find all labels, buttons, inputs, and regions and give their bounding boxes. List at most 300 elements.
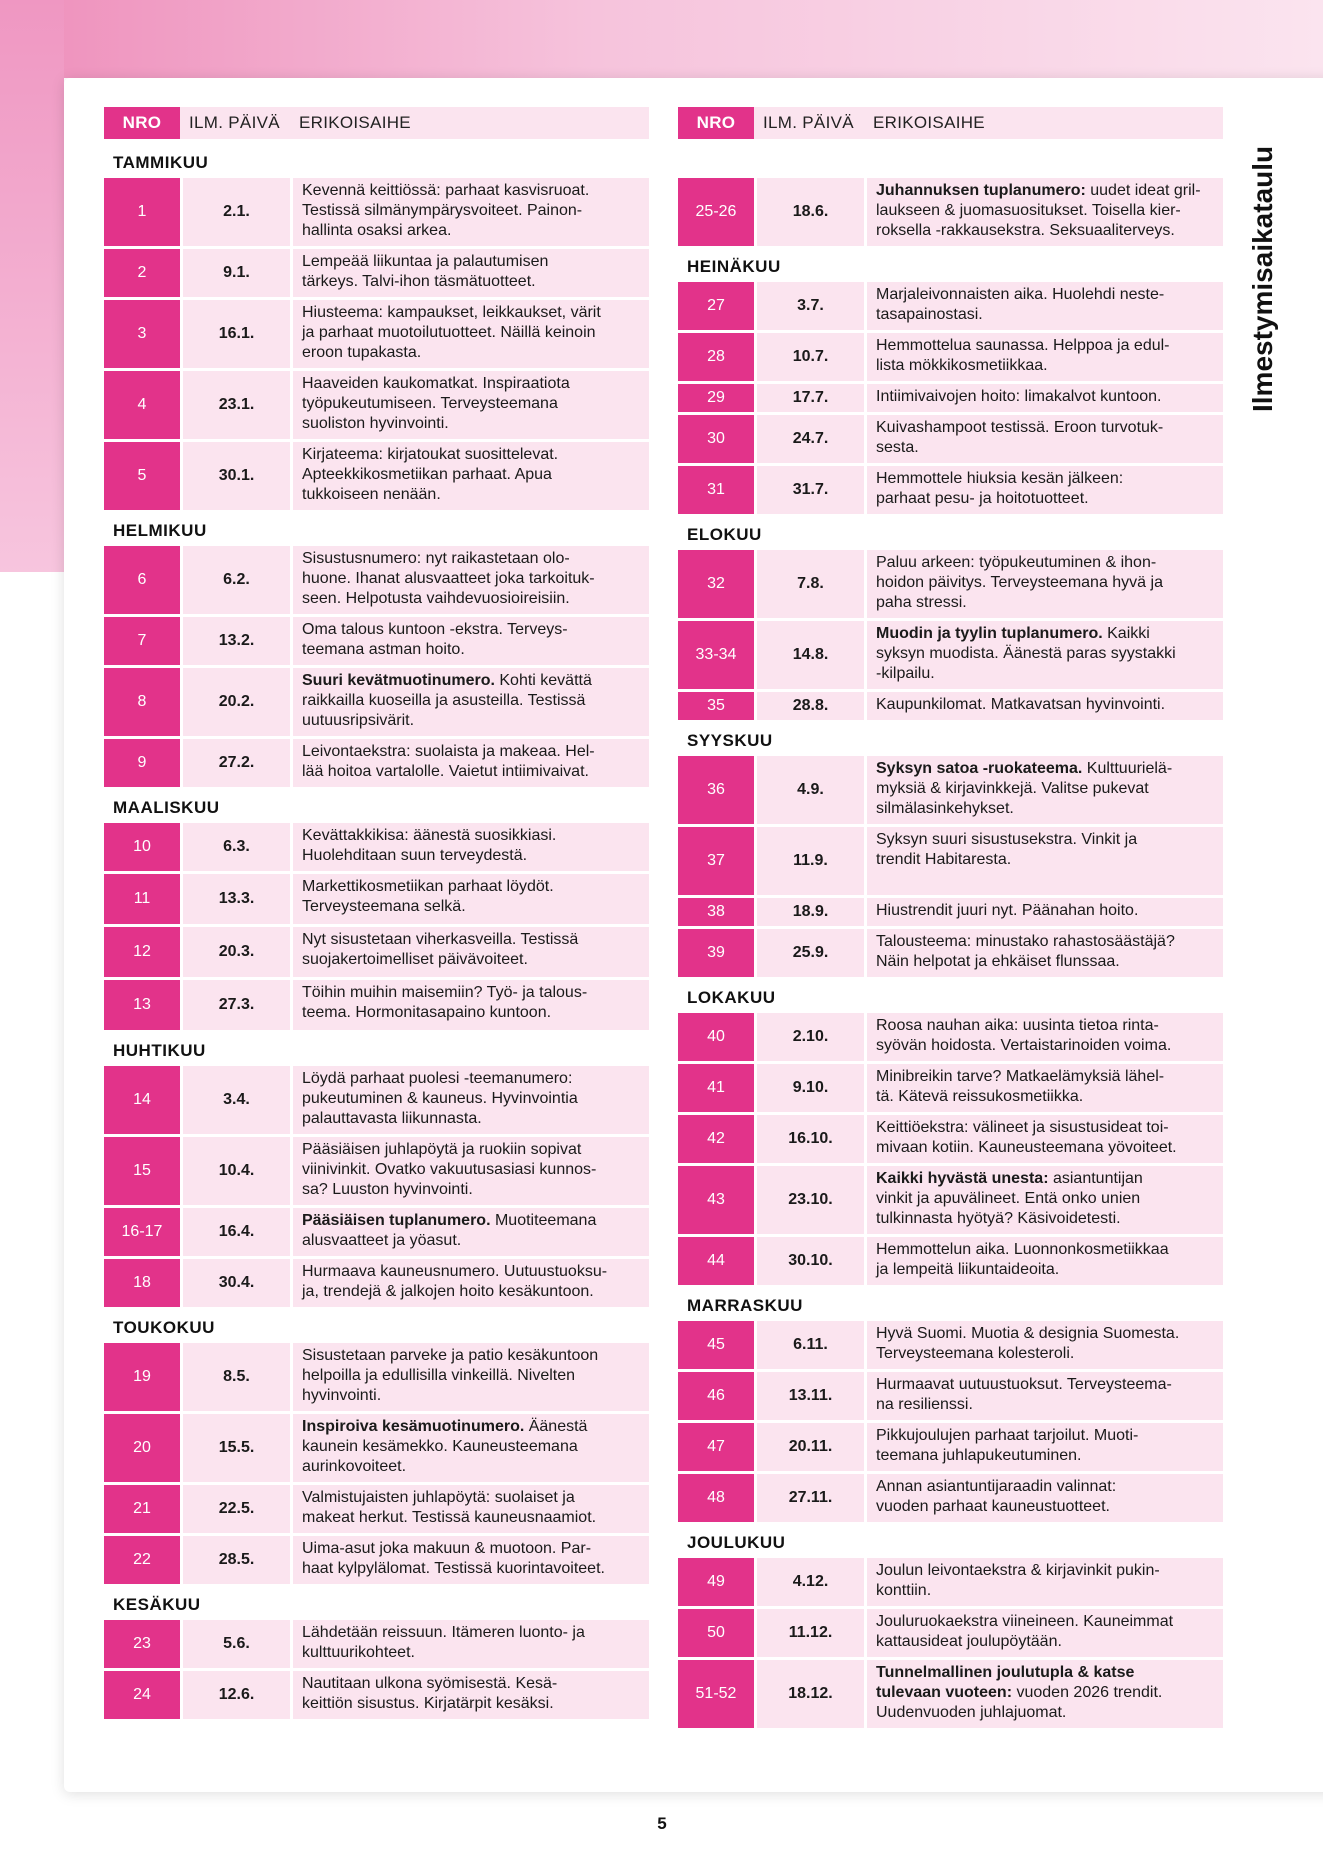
topic-line xyxy=(302,1109,578,1129)
issue-number: 9 xyxy=(104,739,180,787)
table-row xyxy=(678,1166,1223,1234)
topic-line xyxy=(302,589,595,609)
issue-topic xyxy=(867,1166,1223,1234)
issue-number: 32 xyxy=(678,550,754,618)
topic-line-text: Talousteema: minustako rahastosäästäjä? xyxy=(876,933,1175,950)
table-row xyxy=(678,756,1223,824)
issue-topic xyxy=(293,1620,649,1668)
issue-date: 16.1. xyxy=(183,300,290,368)
issue-number: 28 xyxy=(678,333,754,381)
topic-line xyxy=(302,1089,578,1109)
topic-line-text: Leivontaekstra: suolaista ja makeaa. Hel- xyxy=(302,743,595,760)
topic-line-text: seen. Helpotusta vaihdevuosioireisiin. xyxy=(302,590,570,607)
issue-topic xyxy=(293,927,649,977)
schedule-column-right xyxy=(678,107,1223,1731)
side-title: Ilmestymisaikataulu xyxy=(1247,145,1278,412)
topic-line-text: sa? Luuston hyvinvointi. xyxy=(302,1181,473,1198)
table-row xyxy=(678,898,1223,926)
table-row xyxy=(678,282,1223,330)
topic-line xyxy=(876,1067,1164,1087)
topic-line-text: Sisustusnumero: nyt raikastetaan olo- xyxy=(302,550,570,567)
issue-number: 29 xyxy=(678,384,754,412)
issue-topic xyxy=(867,621,1223,689)
topic-line-text: tasapainostasi. xyxy=(876,306,983,323)
issue-number: 51-52 xyxy=(678,1660,754,1728)
topic-line xyxy=(876,1703,1162,1723)
issue-topic xyxy=(867,827,1223,895)
topic-line-text: Hurmaava kauneusnumero. Uutuustuoksu- xyxy=(302,1263,608,1280)
topic-line-text: Lempeää liikuntaa ja palautumisen xyxy=(302,253,549,270)
topic-line xyxy=(876,553,1163,573)
table-row xyxy=(678,929,1223,977)
issue-date: 4.9. xyxy=(757,756,864,824)
header-nro: NRO xyxy=(678,107,754,139)
topic-line xyxy=(302,691,592,711)
topic-text xyxy=(876,1663,1162,1723)
topic-text xyxy=(876,418,1163,458)
topic-text xyxy=(876,932,1175,972)
topic-emphasis: Juhannuksen tuplanumero: xyxy=(876,182,1086,199)
topic-line-text: paha stressi. xyxy=(876,594,967,611)
topic-emphasis: Suuri kevätmuotinumero. xyxy=(302,672,495,689)
topic-text xyxy=(302,1140,596,1200)
topic-line xyxy=(302,181,589,201)
topic-line xyxy=(302,394,570,414)
topic-line-text: Muotiteemana xyxy=(490,1212,597,1229)
topic-line-text: Hyvä Suomi. Muotia & designia Suomesta. xyxy=(876,1325,1180,1342)
topic-text xyxy=(302,252,548,292)
topic-text xyxy=(302,620,568,660)
issue-topic xyxy=(293,546,649,614)
topic-line-text: Apteekkikosmetiikan parhaat. Apua xyxy=(302,466,552,483)
topic-line-text: tukkoiseen nenään. xyxy=(302,486,441,503)
issue-number: 40 xyxy=(678,1013,754,1061)
issue-topic xyxy=(293,1536,649,1584)
header-date: ILM. PÄIVÄ xyxy=(189,113,280,132)
issue-topic xyxy=(867,384,1223,412)
issue-topic xyxy=(867,1660,1223,1728)
table-row xyxy=(678,1321,1223,1369)
topic-line-text: Valmistujaisten juhlapöytä: suolaiset ja xyxy=(302,1489,575,1506)
issue-date: 18.6. xyxy=(757,178,864,246)
table-row xyxy=(678,466,1223,514)
topic-text xyxy=(302,983,587,1023)
table-row xyxy=(104,1536,649,1584)
topic-line-text: Äänestä xyxy=(524,1418,588,1435)
topic-line xyxy=(302,930,578,950)
issue-date: 30.10. xyxy=(757,1237,864,1285)
topic-line-text: Kevennä keittiössä: parhaat kasvisruoat. xyxy=(302,182,590,199)
topic-line xyxy=(302,343,601,363)
issue-date: 28.5. xyxy=(183,1536,290,1584)
month-heading: LOKAKUU xyxy=(687,988,776,1007)
topic-line xyxy=(876,1324,1179,1344)
topic-line xyxy=(876,1581,1160,1601)
issue-topic xyxy=(867,1013,1223,1061)
topic-line-text: vuoden 2026 trendit. xyxy=(1012,1684,1163,1701)
topic-line-text: Hurmaavat uutuustuoksut. Terveysteema- xyxy=(876,1376,1172,1393)
topic-line xyxy=(302,620,568,640)
topic-line xyxy=(876,759,1172,779)
topic-line xyxy=(302,1417,587,1437)
issue-topic xyxy=(867,550,1223,618)
topic-line-text: hoidon päivitys. Terveysteemana hyvä ja xyxy=(876,574,1163,591)
topic-text xyxy=(876,553,1163,613)
issue-topic xyxy=(867,1064,1223,1112)
topic-emphasis: Pääsiäisen tuplanumero. xyxy=(302,1212,491,1229)
issue-number: 2 xyxy=(104,249,180,297)
topic-text xyxy=(876,285,1164,325)
table-header xyxy=(678,107,1223,139)
topic-line xyxy=(876,830,1137,850)
table-row xyxy=(678,1423,1223,1471)
topic-text xyxy=(302,1346,598,1406)
topic-line xyxy=(876,624,1176,644)
topic-line-text: Huolehditaan suun terveydestä. xyxy=(302,847,528,864)
issue-number: 42 xyxy=(678,1115,754,1163)
topic-line xyxy=(876,1395,1172,1415)
issue-topic xyxy=(867,466,1223,514)
topic-line xyxy=(302,1211,596,1231)
issue-date: 27.11. xyxy=(757,1474,864,1522)
topic-line-text: haat kylpylälomat. Testissä kuorintavoiteet. xyxy=(302,1560,605,1577)
issue-number: 37 xyxy=(678,827,754,895)
table-row xyxy=(104,617,649,665)
topic-line-text: työpukeutumiseen. Terveysteemana xyxy=(302,395,558,412)
topic-text xyxy=(876,695,1165,715)
topic-line-text: alusvaatteet ja yöasut. xyxy=(302,1232,462,1249)
topic-line-text: Löydä parhaat puolesi -teemanumero: xyxy=(302,1070,573,1087)
header-date: ILM. PÄIVÄ xyxy=(763,113,854,132)
topic-line xyxy=(876,1446,1138,1466)
issue-number: 23 xyxy=(104,1620,180,1668)
table-row xyxy=(104,1208,649,1256)
topic-text xyxy=(876,1477,1116,1517)
issue-date: 27.2. xyxy=(183,739,290,787)
topic-text xyxy=(302,1488,596,1528)
table-row xyxy=(678,178,1223,246)
topic-line xyxy=(876,1118,1177,1138)
topic-line xyxy=(876,305,1164,325)
issue-number: 38 xyxy=(678,898,754,926)
table-row xyxy=(678,1558,1223,1606)
topic-line xyxy=(302,711,592,731)
issue-date: 24.7. xyxy=(757,415,864,463)
topic-line-text: Uudenvuoden juhlajuomat. xyxy=(876,1704,1067,1721)
topic-line xyxy=(876,1426,1138,1446)
topic-line xyxy=(302,950,578,970)
topic-text xyxy=(302,1539,605,1579)
topic-line-text: teemana astman hoito. xyxy=(302,641,465,658)
topic-line-text: pukeutuminen & kauneus. Hyvinvointia xyxy=(302,1090,578,1107)
topic-text xyxy=(876,1375,1172,1415)
topic-line xyxy=(302,1346,598,1366)
issue-number: 24 xyxy=(104,1671,180,1719)
schedule-body xyxy=(678,145,1223,1728)
topic-text xyxy=(302,445,558,505)
table-row xyxy=(104,1414,649,1482)
issue-date: 20.3. xyxy=(183,927,290,977)
topic-emphasis: Muodin ja tyylin tuplanumero. xyxy=(876,625,1103,642)
topic-line xyxy=(876,438,1163,458)
issue-number: 25-26 xyxy=(678,178,754,246)
issue-number: 49 xyxy=(678,1558,754,1606)
issue-number: 16-17 xyxy=(104,1208,180,1256)
topic-text xyxy=(876,1118,1177,1158)
table-row xyxy=(104,874,649,924)
topic-line-text: kulttuurikohteet. xyxy=(302,1644,415,1661)
page-number: 5 xyxy=(657,1814,667,1833)
topic-line xyxy=(876,664,1176,684)
topic-line-text: Paluu arkeen: työpukeutuminen & ihon- xyxy=(876,554,1157,571)
topic-line xyxy=(302,445,558,465)
topic-line xyxy=(876,469,1123,489)
topic-line-text: trendit Habitaresta. xyxy=(876,851,1012,868)
topic-line-text: hyvinvointi. xyxy=(302,1387,382,1404)
issue-number: 47 xyxy=(678,1423,754,1471)
issue-topic xyxy=(293,1485,649,1533)
header-topic: ERIKOISAIHE xyxy=(873,113,985,132)
topic-text xyxy=(876,1324,1179,1364)
month-heading: TAMMIKUU xyxy=(113,153,209,172)
topic-line xyxy=(876,1189,1143,1209)
topic-line xyxy=(876,932,1175,952)
topic-line-text: makeat herkut. Testissä kauneusnaamiot. xyxy=(302,1509,597,1526)
table-row xyxy=(678,692,1223,720)
topic-line xyxy=(302,640,568,660)
topic-line-text: -kilpailu. xyxy=(876,665,935,682)
topic-line xyxy=(876,285,1164,305)
topic-line-text: Kuivashampoot testissä. Eroon turvotuk- xyxy=(876,419,1164,436)
issue-number: 46 xyxy=(678,1372,754,1420)
topic-line-text: raikkailla kuoseilla ja asusteilla. Testissä xyxy=(302,692,586,709)
topic-line xyxy=(876,1375,1172,1395)
topic-line-text: sesta. xyxy=(876,439,919,456)
topic-text xyxy=(302,303,601,363)
topic-line-text: na resilienssi. xyxy=(876,1396,973,1413)
topic-text xyxy=(876,1612,1173,1652)
header-topic: ERIKOISAIHE xyxy=(299,113,411,132)
issue-topic xyxy=(293,1066,649,1134)
issue-topic xyxy=(293,1671,649,1719)
table-row xyxy=(104,1620,649,1668)
topic-line xyxy=(876,356,1170,376)
topic-line-text: ja, trendejä & jalkojen hoito kesäkuntoon. xyxy=(302,1283,594,1300)
topic-line xyxy=(302,1140,596,1160)
topic-line xyxy=(876,1087,1164,1107)
issue-topic xyxy=(867,178,1223,246)
topic-line-text: Intiimivaivojen hoito: limakalvot kuntoon. xyxy=(876,388,1162,405)
issue-date: 2.10. xyxy=(757,1013,864,1061)
topic-line-text: kaunein kesämekko. Kauneusteemana xyxy=(302,1438,578,1455)
topic-line xyxy=(876,1683,1162,1703)
issue-date: 5.6. xyxy=(183,1620,290,1668)
topic-line xyxy=(302,303,601,323)
topic-line-text: Pääsiäisen juhlapöytä ja ruokiin sopivat xyxy=(302,1141,582,1158)
issue-topic xyxy=(293,668,649,736)
topic-line xyxy=(302,742,595,762)
topic-line xyxy=(876,779,1172,799)
issue-number: 30 xyxy=(678,415,754,463)
topic-line xyxy=(876,573,1163,593)
topic-line xyxy=(876,1036,1171,1056)
topic-line xyxy=(302,323,601,343)
month-heading: ELOKUU xyxy=(687,525,762,544)
issue-date: 10.7. xyxy=(757,333,864,381)
table-row xyxy=(104,300,649,368)
issue-topic xyxy=(867,692,1223,720)
issue-date: 6.3. xyxy=(183,823,290,871)
topic-line-text: Terveysteemana kolesteroli. xyxy=(876,1345,1075,1362)
issue-date: 7.8. xyxy=(757,550,864,618)
table-row xyxy=(104,823,649,871)
issue-number: 43 xyxy=(678,1166,754,1234)
topic-line-text: Kohti kevättä xyxy=(494,672,592,689)
topic-line xyxy=(302,252,548,272)
issue-number: 44 xyxy=(678,1237,754,1285)
topic-line-text: Syksyn suuri sisustusekstra. Vinkit ja xyxy=(876,831,1138,848)
topic-line xyxy=(876,181,1201,201)
topic-line-text: Nautitaan ulkona syömisestä. Kesä- xyxy=(302,1675,558,1692)
topic-line xyxy=(876,1344,1179,1364)
topic-line-text: vuoden parhaat kauneustuotteet. xyxy=(876,1498,1110,1515)
issue-number: 12 xyxy=(104,927,180,977)
topic-line xyxy=(876,593,1163,613)
top-pink-band xyxy=(0,0,1323,78)
topic-line-text: Kirjateema: kirjatoukat suosittelevat. xyxy=(302,446,559,463)
topic-line xyxy=(302,414,570,434)
issue-number: 1 xyxy=(104,178,180,246)
topic-line xyxy=(876,1561,1160,1581)
issue-number: 50 xyxy=(678,1609,754,1657)
topic-line-text: vinkit ja apuvälineet. Entä onko unien xyxy=(876,1190,1141,1207)
issue-number: 20 xyxy=(104,1414,180,1482)
issue-number: 48 xyxy=(678,1474,754,1522)
topic-line xyxy=(876,1260,1169,1280)
topic-line xyxy=(302,1488,596,1508)
topic-line-text: Annan asiantuntijaraadin valinnat: xyxy=(876,1478,1117,1495)
topic-line xyxy=(302,1623,585,1643)
table-row xyxy=(104,1343,649,1411)
topic-text xyxy=(876,1240,1169,1280)
header-nro: NRO xyxy=(104,107,180,139)
issue-date: 18.12. xyxy=(757,1660,864,1728)
topic-line xyxy=(302,671,592,691)
issue-number: 22 xyxy=(104,1536,180,1584)
table-row xyxy=(678,333,1223,381)
topic-line xyxy=(302,1160,596,1180)
topic-line xyxy=(302,1231,596,1251)
issue-date: 3.4. xyxy=(183,1066,290,1134)
issue-topic xyxy=(293,1343,649,1411)
issue-number: 10 xyxy=(104,823,180,871)
topic-line xyxy=(876,695,1165,715)
topic-line-text: Haaveiden kaukomatkat. Inspiraatiota xyxy=(302,375,570,392)
issue-number: 31 xyxy=(678,466,754,514)
topic-line xyxy=(302,201,589,221)
topic-line-text: teema. Hormonitasapaino kuntoon. xyxy=(302,1004,552,1021)
topic-line-text: tärkeys. Talvi-ihon täsmätuotteet. xyxy=(302,273,536,290)
topic-line xyxy=(876,1632,1173,1652)
topic-emphasis: Kaikki hyvästä unesta: xyxy=(876,1170,1049,1187)
issue-date: 13.11. xyxy=(757,1372,864,1420)
issue-number: 35 xyxy=(678,692,754,720)
month-heading: SYYSKUU xyxy=(687,731,773,750)
table-row xyxy=(104,1671,649,1719)
topic-line-text: mivaan kotiin. Kauneusteemana yövoiteet. xyxy=(876,1139,1177,1156)
table-row xyxy=(104,668,649,736)
issue-date: 23.1. xyxy=(183,371,290,439)
issue-topic xyxy=(867,1321,1223,1369)
issue-topic xyxy=(867,333,1223,381)
topic-text xyxy=(302,826,556,866)
topic-text xyxy=(876,1067,1164,1107)
issue-topic xyxy=(867,1372,1223,1420)
topic-line-text: suojakertoimelliset päivävoiteet. xyxy=(302,951,528,968)
topic-line xyxy=(302,1069,578,1089)
issue-number: 36 xyxy=(678,756,754,824)
topic-line-text: keittiön sisustus. Kirjatärpit kesäksi. xyxy=(302,1695,554,1712)
topic-line xyxy=(302,1694,557,1714)
topic-line xyxy=(302,897,554,917)
topic-text xyxy=(876,1561,1160,1601)
topic-text xyxy=(302,930,578,970)
topic-line-text: Nyt sisustetaan viherkasveilla. Testissä xyxy=(302,931,579,948)
topic-line-text: ja lempeitä liikuntaideoita. xyxy=(876,1261,1060,1278)
topic-line-text: syövän hoidosta. Vertaistarinoiden voima. xyxy=(876,1037,1172,1054)
month-heading: KESÄKUU xyxy=(113,1595,201,1614)
issue-date: 6.11. xyxy=(757,1321,864,1369)
topic-line-text: ja parhaat muotoilutuotteet. Näillä keinoin xyxy=(302,324,596,341)
topic-text xyxy=(302,1211,596,1251)
table-row xyxy=(678,1372,1223,1420)
issue-date: 25.9. xyxy=(757,929,864,977)
table-header xyxy=(104,107,649,139)
issue-number: 33-34 xyxy=(678,621,754,689)
issue-topic xyxy=(867,756,1223,824)
topic-line-text: myksiä & kirjavinkkejä. Valitse pukevat xyxy=(876,780,1149,797)
topic-line-text: Markettikosmetiikan parhaat löydöt. xyxy=(302,878,554,895)
topic-line-text: Kaupunkilomat. Matkavatsan hyvinvointi. xyxy=(876,696,1166,713)
topic-line-text: tä. Kätevä reissukosmetiikka. xyxy=(876,1088,1084,1105)
topic-line-text: Lähdetään reissuun. Itämeren luonto- ja xyxy=(302,1624,585,1641)
topic-text xyxy=(302,742,595,782)
topic-line-text: Joulun leivontaekstra & kirjavinkit pukin- xyxy=(876,1562,1160,1579)
issue-topic xyxy=(293,823,649,871)
issue-topic xyxy=(867,1115,1223,1163)
topic-line xyxy=(876,1497,1116,1517)
topic-line xyxy=(876,1240,1169,1260)
issue-date: 9.1. xyxy=(183,249,290,297)
topic-line xyxy=(302,272,548,292)
topic-text xyxy=(876,624,1176,684)
topic-line xyxy=(876,418,1163,438)
issue-topic xyxy=(867,1423,1223,1471)
month-heading: HEINÄKUU xyxy=(687,257,781,276)
table-row xyxy=(678,1115,1223,1163)
issue-date: 11.12. xyxy=(757,1609,864,1657)
topic-text xyxy=(302,1674,557,1714)
topic-line xyxy=(302,1282,607,1302)
issue-topic xyxy=(293,1259,649,1307)
topic-line xyxy=(876,1612,1173,1632)
topic-line-text: Kulttuurielä- xyxy=(1082,760,1173,777)
table-row xyxy=(678,1660,1223,1728)
topic-line-text: aurinkovoiteet. xyxy=(302,1458,407,1475)
topic-text xyxy=(876,181,1201,241)
topic-text xyxy=(302,671,592,731)
issue-number: 45 xyxy=(678,1321,754,1369)
